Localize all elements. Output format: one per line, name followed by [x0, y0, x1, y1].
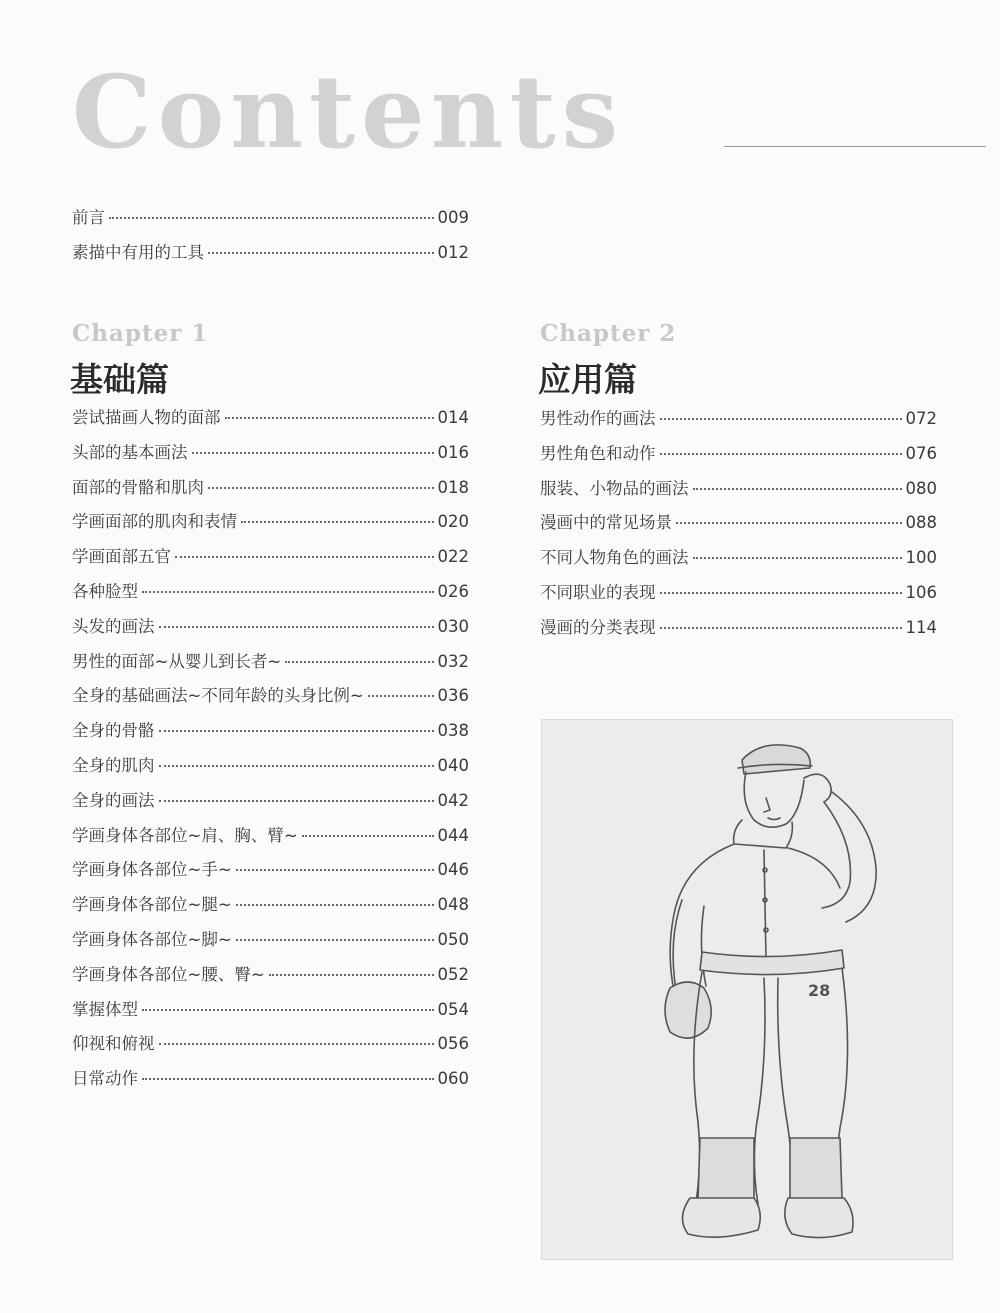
toc-entry	[540, 579, 937, 614]
toc-entry-label: 各种脸型	[72, 581, 138, 601]
toc-entry	[72, 204, 469, 239]
dot-leader	[241, 520, 434, 523]
toc-entry-page: 060	[437, 1069, 469, 1089]
toc-entry-page: 032	[437, 651, 469, 671]
toc-entry-page: 056	[437, 1034, 469, 1054]
dot-leader	[660, 591, 902, 594]
dot-leader	[676, 521, 902, 524]
toc-entry	[72, 439, 469, 474]
toc-entry	[540, 440, 937, 475]
toc-entry-page: 012	[437, 242, 469, 262]
toc-entry-page: 030	[437, 616, 469, 636]
toc-entry-page: 050	[437, 929, 469, 949]
toc-entry	[72, 508, 469, 543]
chapter1-toc	[72, 404, 469, 1100]
toc-entry	[540, 614, 937, 649]
toc-entry-label: 学画面部五官	[72, 547, 171, 567]
toc-entry	[72, 752, 469, 787]
toc-entry	[72, 961, 469, 996]
dot-leader	[269, 973, 434, 976]
dot-leader	[208, 251, 434, 254]
dot-leader	[693, 487, 902, 490]
dot-leader	[208, 486, 434, 489]
toc-entry-page: 014	[437, 408, 469, 427]
toc-entry-label: 不同人物角色的画法	[540, 548, 689, 568]
toc-entry	[72, 239, 469, 274]
dot-leader	[368, 694, 434, 697]
toc-entry-label: 尝试描画人物的面部	[72, 408, 221, 427]
toc-entry-label: 学画身体各部位~肩、胸、臂~	[72, 825, 298, 845]
dot-leader	[660, 452, 902, 455]
dot-leader	[159, 799, 434, 802]
toc-entry-page: 038	[437, 721, 469, 741]
toc-entry-label: 全身的骨骼	[72, 721, 155, 741]
toc-entry	[72, 613, 469, 648]
toc-entry	[72, 787, 469, 822]
toc-entry	[540, 544, 937, 579]
toc-entry-label: 日常动作	[72, 1069, 138, 1089]
dot-leader	[159, 729, 434, 732]
toc-entry	[540, 405, 937, 440]
toc-entry	[72, 1065, 469, 1100]
toc-entry-label: 学画身体各部位~脚~	[72, 929, 232, 949]
toc-entry-label: 全身的画法	[72, 790, 155, 810]
toc-entry	[540, 509, 937, 544]
title-divider	[724, 146, 986, 147]
toc-entry-label: 面部的骨骼和肌肉	[72, 477, 204, 497]
dot-leader	[142, 590, 434, 593]
toc-entry-label: 全身的肌肉	[72, 755, 155, 775]
toc-entry-page: 052	[437, 964, 469, 984]
toc-entry-label: 前言	[72, 208, 105, 227]
dot-leader	[142, 1077, 434, 1080]
toc-entry	[72, 856, 469, 891]
toc-entry	[72, 822, 469, 857]
toc-entry-page: 054	[437, 999, 469, 1019]
toc-entry-label: 学画身体各部位~腿~	[72, 895, 232, 915]
dot-leader	[142, 1008, 434, 1011]
toc-entry-page: 088	[905, 513, 937, 533]
toc-entry	[72, 404, 469, 439]
dot-leader	[225, 416, 434, 419]
toc-entry-label: 学画身体各部位~手~	[72, 860, 232, 880]
toc-entry	[72, 996, 469, 1031]
toc-entry-label: 男性的面部~从婴儿到长者~	[72, 651, 282, 671]
toc-entry-page: 080	[905, 478, 937, 498]
toc-entry-label: 仰视和俯视	[72, 1034, 155, 1054]
toc-entry-label: 服装、小物品的画法	[540, 478, 689, 498]
toc-entry	[72, 717, 469, 752]
toc-entry-label: 不同职业的表现	[540, 582, 656, 602]
toc-entry-label: 漫画中的常见场景	[540, 513, 672, 533]
toc-entry	[72, 1030, 469, 1065]
dot-leader	[159, 1042, 434, 1045]
chapter2-title: 应用篇	[538, 360, 637, 399]
toc-entry-page: 100	[905, 548, 937, 568]
toc-entry-label: 头发的画法	[72, 616, 155, 636]
toc-entry-label: 全身的基础画法~不同年龄的头身比例~	[72, 686, 364, 706]
dot-leader	[236, 903, 434, 906]
dot-leader	[302, 834, 434, 837]
toc-entry-page: 018	[437, 477, 469, 497]
toc-entry-page: 036	[437, 686, 469, 706]
toc-entry	[72, 648, 469, 683]
dot-leader	[159, 764, 434, 767]
toc-entry-page: 048	[437, 895, 469, 915]
toc-entry-page: 026	[437, 581, 469, 601]
toc-entry-label: 男性角色和动作	[540, 443, 656, 463]
toc-entry	[72, 543, 469, 578]
dot-leader	[285, 660, 433, 663]
dot-leader	[159, 625, 434, 628]
dot-leader	[236, 868, 434, 871]
toc-entry-label: 男性动作的画法	[540, 409, 656, 428]
toc-entry-page: 044	[437, 825, 469, 845]
toc-entry-label: 漫画的分类表现	[540, 617, 656, 637]
toc-entry-page: 114	[905, 617, 937, 637]
toc-entry-page: 020	[437, 512, 469, 532]
toc-entry-page: 040	[437, 755, 469, 775]
toc-entry-label: 学画面部的肌肉和表情	[72, 512, 237, 532]
toc-entry-page: 042	[437, 790, 469, 810]
toc-entry-page: 076	[905, 443, 937, 463]
baseball-player-sketch-icon	[542, 720, 952, 1259]
toc-entry-label: 头部的基本画法	[72, 442, 188, 462]
dot-leader	[175, 555, 434, 558]
toc-entry	[72, 682, 469, 717]
toc-entry-page: 072	[905, 409, 937, 428]
toc-entry-label: 掌握体型	[72, 999, 138, 1019]
chapter1-title: 基础篇	[70, 360, 169, 399]
toc-entry-page: 009	[437, 208, 469, 227]
intro-toc	[72, 204, 469, 274]
baseball-player-illustration	[541, 719, 953, 1260]
page-title: Contents	[72, 53, 625, 171]
chapter1-tag: Chapter 1	[72, 320, 209, 347]
toc-entry-page: 046	[437, 860, 469, 880]
toc-entry	[72, 474, 469, 509]
dot-leader	[109, 216, 434, 219]
toc-entry-label: 学画身体各部位~腰、臀~	[72, 964, 265, 984]
toc-entry-label: 素描中有用的工具	[72, 242, 204, 262]
dot-leader	[236, 938, 434, 941]
toc-entry	[72, 891, 469, 926]
chapter2-tag: Chapter 2	[540, 320, 677, 347]
toc-entry-page: 022	[437, 547, 469, 567]
dot-leader	[192, 451, 434, 454]
toc-entry	[72, 926, 469, 961]
dot-leader	[660, 417, 902, 420]
toc-entry-page: 106	[905, 582, 937, 602]
jersey-number: 28	[808, 981, 831, 1000]
toc-entry-page: 016	[437, 442, 469, 462]
dot-leader	[660, 626, 902, 629]
chapter2-toc	[540, 405, 937, 649]
toc-entry	[540, 475, 937, 510]
toc-entry	[72, 578, 469, 613]
dot-leader	[693, 556, 902, 559]
